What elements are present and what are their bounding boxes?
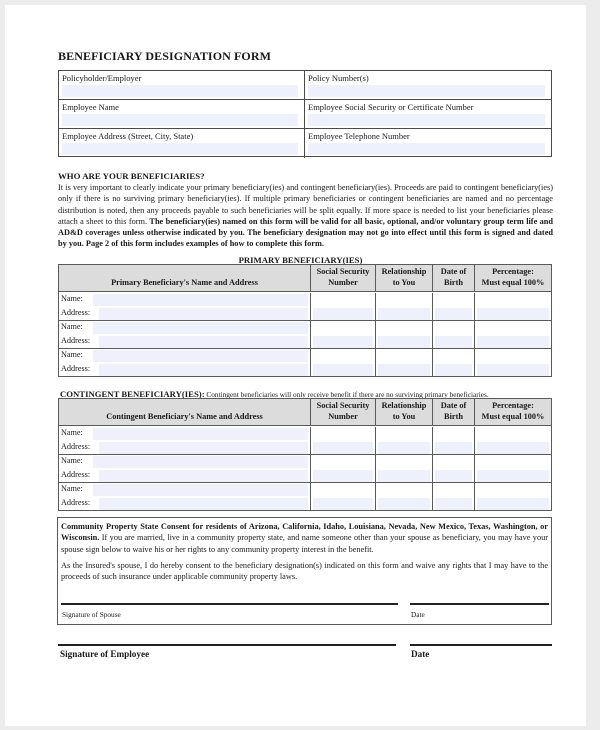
consent-normal-text: If you are married, live in a community property state, and name someone other than your spouse as beneficiary, you may have your spouse sign below to waive his or her rights to any community property interest in the benefit. [61,533,548,554]
header-rel-line2: to You [392,278,416,287]
header-pct-line2: Must equal 100% [481,278,545,287]
consent-intro [61,521,548,555]
header-name-col [59,265,311,291]
primary-table-caption: PRIMARY BENEFICIARY(IES) [238,255,363,265]
contingent-1-name-field[interactable] [93,428,308,440]
header-dob-line2: Birth [444,278,463,287]
contingent-3-percentage-field[interactable] [477,498,549,510]
contingent-table-header [59,399,551,426]
contingent-row-3 [59,483,551,511]
contingent-3-address-line [59,497,310,511]
community-property-consent-box [57,517,552,625]
employee-signature-label: Signature of Employee [60,649,150,659]
employee-name-field[interactable] [62,114,298,126]
address-label: Address: [61,470,91,479]
policy-number-field[interactable] [308,85,545,97]
primary-2-ssn-cell[interactable] [311,321,376,348]
contingent-1-dob-field[interactable] [435,442,472,454]
instructions-bold-text: The beneficiary(ies) named on this form will be valid for all basic, optional, and/or voluntary group term life and AD&D coverages unless otherwise indicated by you. The beneficiary designation may not go into effect until this form is signed and dated by you. Page 2 of this form includes examples of how to complete this form. [58,216,553,249]
contingent-caption-bold: CONTINGENT BENEFICIARY(IES): [60,389,205,399]
primary-1-ssn-cell[interactable] [311,293,376,320]
employee-info-table [58,70,552,157]
consent-statement: As the Insured's spouse, I do hereby consent to the beneficiary designation(s) indicated on this form and waive any rights that I may have to the proceeds of such insurance under applicable community property laws. [61,561,548,582]
primary-3-name-line [59,349,310,363]
contingent-1-percentage-cell[interactable] [475,427,551,454]
contingent-2-name-cell [59,455,311,482]
contingent-row-1 [59,427,551,455]
contingent-1-name-cell [59,427,311,454]
employee-phone-field[interactable] [308,143,545,155]
contingent-2-name-line [59,455,310,469]
primary-3-relationship-field[interactable] [378,364,430,376]
primary-3-dob-cell[interactable] [433,349,475,377]
spouse-date-label: Date [411,610,425,619]
primary-2-percentage-field[interactable] [477,336,549,348]
primary-3-name-field[interactable] [93,350,308,362]
primary-1-name-field[interactable] [93,294,308,306]
primary-2-name-cell [59,321,311,348]
primary-1-ssn-field[interactable] [313,308,373,320]
header-percentage-col [475,399,551,425]
header-ssn-line2: Number [328,412,358,421]
primary-1-name-cell [59,293,311,320]
name-label: Name: [61,456,83,465]
policyholder-label: Policyholder/Employer [62,73,142,83]
document-page [5,5,586,726]
primary-2-address-line [59,335,310,349]
employee-phone-cell [305,129,551,158]
primary-1-percentage-cell[interactable] [475,293,551,320]
primary-table-header [59,265,551,292]
header-ssn-line2: Number [328,278,358,287]
contingent-1-address-field[interactable] [99,442,308,454]
primary-2-dob-field[interactable] [435,336,472,348]
employee-ssn-field[interactable] [308,114,545,126]
primary-2-ssn-field[interactable] [313,336,373,348]
header-ssn-col [311,265,376,291]
address-label: Address: [61,442,91,451]
form-title: BENEFICIARY DESIGNATION FORM [58,49,272,63]
header-name-text: Primary Beneficiary's Name and Address [111,278,258,287]
policyholder-cell [59,71,305,99]
contingent-2-relationship-field[interactable] [378,470,430,482]
policyholder-field[interactable] [62,85,298,97]
employee-phone-label: Employee Telephone Number [308,131,410,141]
contingent-1-relationship-cell[interactable] [376,427,433,454]
contingent-2-name-field[interactable] [93,456,308,468]
primary-2-relationship-cell[interactable] [376,321,433,348]
policy-number-label: Policy Number(s) [308,73,369,83]
employee-name-label: Employee Name [62,102,119,112]
contingent-3-name-field[interactable] [93,484,308,496]
beneficiaries-heading: WHO ARE YOUR BENEFICIARIES? [58,171,205,181]
contingent-2-dob-field[interactable] [435,470,472,482]
primary-row-2 [59,321,551,349]
name-label: Name: [61,350,83,359]
header-name-text: Contingent Beneficiary's Name and Address [106,412,263,421]
contingent-1-address-line [59,441,310,455]
header-pct-line1: Percentage: [492,267,534,276]
primary-1-address-field[interactable] [99,308,308,320]
contingent-2-ssn-field[interactable] [313,470,373,482]
contingent-2-dob-cell[interactable] [433,455,475,482]
primary-1-percentage-field[interactable] [477,308,549,320]
contingent-3-percentage-cell[interactable] [475,483,551,511]
primary-3-ssn-cell[interactable] [311,349,376,377]
address-label: Address: [61,336,91,345]
spouse-date-line[interactable] [410,603,549,605]
header-dob-col [433,399,475,425]
contingent-1-ssn-field[interactable] [313,442,373,454]
employee-ssn-label: Employee Social Security or Certificate Number [308,102,474,112]
address-label: Address: [61,308,91,317]
primary-row-1 [59,293,551,321]
spouse-signature-line[interactable] [61,603,398,605]
beneficiaries-instructions [58,182,553,250]
primary-beneficiary-table [58,264,552,377]
name-label: Name: [61,294,83,303]
contingent-3-dob-field[interactable] [435,498,472,510]
contingent-1-relationship-field[interactable] [378,442,430,454]
header-rel-line1: Relationship [381,401,427,410]
employee-date-line[interactable] [410,644,552,646]
primary-1-dob-cell[interactable] [433,293,475,320]
header-dob-col [433,265,475,291]
employee-signature-line[interactable] [58,644,396,646]
header-ssn-line1: Social Security [316,401,370,410]
primary-3-address-field[interactable] [99,364,308,376]
contingent-caption-note: Contingent beneficiaries will only receive benefit if there are no surviving primary beneficiaries. [204,390,489,399]
primary-2-relationship-field[interactable] [378,336,430,348]
address-label: Address: [61,364,91,373]
primary-2-dob-cell[interactable] [433,321,475,348]
header-ssn-line1: Social Security [316,267,370,276]
address-label: Address: [61,498,91,507]
primary-1-name-line [59,293,310,307]
primary-3-relationship-cell[interactable] [376,349,433,377]
contingent-2-address-field[interactable] [99,470,308,482]
name-label: Name: [61,484,83,493]
contingent-2-address-line [59,469,310,483]
primary-1-dob-field[interactable] [435,308,472,320]
contingent-1-name-line [59,427,310,441]
primary-3-name-cell [59,349,311,377]
info-row-policyholder [59,71,551,100]
primary-2-name-field[interactable] [93,322,308,334]
contingent-3-name-cell [59,483,311,511]
name-label: Name: [61,322,83,331]
contingent-2-percentage-cell[interactable] [475,455,551,482]
primary-table-body [59,293,551,377]
header-ssn-col [311,399,376,425]
employee-name-cell [59,100,305,128]
contingent-beneficiary-table [58,398,552,511]
contingent-2-relationship-cell[interactable] [376,455,433,482]
name-label: Name: [61,428,83,437]
policy-number-cell [305,71,551,99]
employee-ssn-cell [305,100,551,128]
contingent-row-2 [59,455,551,483]
primary-3-percentage-cell[interactable] [475,349,551,377]
primary-3-dob-field[interactable] [435,364,472,376]
primary-2-name-line [59,321,310,335]
header-relationship-col [376,265,433,291]
primary-2-percentage-cell[interactable] [475,321,551,348]
contingent-3-relationship-cell[interactable] [376,483,433,511]
info-row-employee-address [59,129,551,158]
primary-3-percentage-field[interactable] [477,364,549,376]
employee-date-label: Date [411,649,430,659]
primary-1-relationship-cell[interactable] [376,293,433,320]
contingent-3-name-line [59,483,310,497]
consent-bold-text: Community Property State Consent for residents of Arizona, California, Idaho, Louisiana, Nevada, New Mexico, Texas, Washington, or Wisconsin. [61,522,548,543]
header-name-col [59,399,311,425]
header-percentage-col [475,265,551,291]
primary-3-address-line [59,363,310,377]
header-dob-line2: Birth [444,412,463,421]
contingent-1-percentage-field[interactable] [477,442,549,454]
contingent-3-address-field[interactable] [99,498,308,510]
contingent-1-dob-cell[interactable] [433,427,475,454]
primary-1-relationship-field[interactable] [378,308,430,320]
header-dob-line1: Date of [440,401,467,410]
employee-address-label: Employee Address (Street, City, State) [62,131,194,141]
contingent-2-ssn-cell[interactable] [311,455,376,482]
contingent-3-dob-cell[interactable] [433,483,475,511]
instructions-normal-text: It is very important to clearly indicate your primary beneficiary(ies) and contingent beneficiary(ies). Proceeds are paid to contingent beneficiary(ies) only if there is no surviving primary beneficiary(ies). If multiple primary beneficiaries or contingent beneficiaries are named and no percentage distribution is noted, then any proceeds payable to such beneficiaries will be split equally. If more space is needed to list your beneficiaries please attach a sheet to this form. [58,183,553,226]
contingent-3-ssn-field[interactable] [313,498,373,510]
spouse-signature-label: Signature of Spouse [62,610,121,619]
contingent-2-percentage-field[interactable] [477,470,549,482]
employee-address-field[interactable] [62,143,298,155]
header-relationship-col [376,399,433,425]
header-rel-line1: Relationship [381,267,427,276]
contingent-1-ssn-cell[interactable] [311,427,376,454]
header-rel-line2: to You [392,412,416,421]
primary-3-ssn-field[interactable] [313,364,373,376]
employee-address-cell [59,129,305,158]
contingent-table-body [59,427,551,511]
primary-2-address-field[interactable] [99,336,308,348]
info-row-employee-name [59,100,551,129]
header-dob-line1: Date of [440,267,467,276]
header-pct-line2: Must equal 100% [481,412,545,421]
primary-row-3 [59,349,551,377]
header-pct-line1: Percentage: [492,401,534,410]
primary-1-address-line [59,307,310,321]
contingent-3-relationship-field[interactable] [378,498,430,510]
contingent-3-ssn-cell[interactable] [311,483,376,511]
